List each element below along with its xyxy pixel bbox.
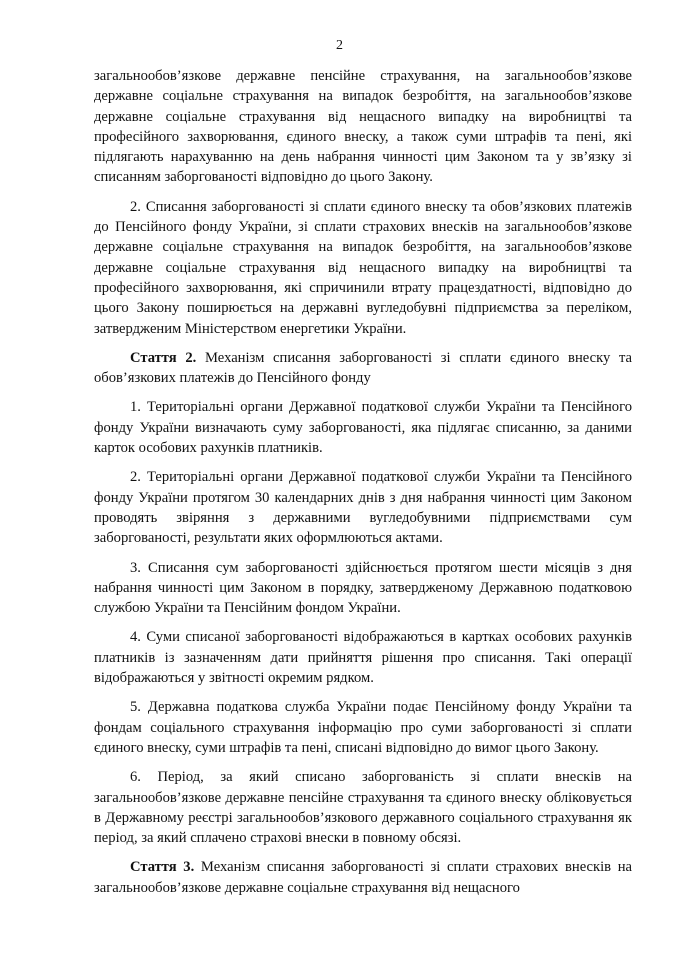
paragraph-article-2-item-6: 6. Період, за який списано заборгованість зі сплати внесків на загальнообов’язкове державне пенсійне страхування та єдиного внеску обліковується в Державному реєстрі загальнообов’язкового державного соціального страхування як період, за який сплачено страхові внески в повному обсязі. <box>94 769 632 847</box>
paragraph-article-2-item-4: 4. Суми списаної заборгованості відображаються в картках особових рахунків платників із зазначенням дати прийняття рішення про списання. Такі операції відображаються у звітності окремим рядком. <box>94 629 632 687</box>
article-3-heading <box>94 857 632 898</box>
paragraph-continuation: загальнообов’язкове державне пенсійне страхування, на загальнообов’язкове державне соціальне страхування на випадок безробіття, на загальнообов’язкове державне соціальне страхування від нещасного випадку на виробництві та професійного захворювання, єдиного внеску, а також суми штрафів та пені, які підлягають нарахуванню на день набрання чинності цим Законом та у зв’язку зі списанням заборгованості відповідно до цього Закону. <box>94 68 632 186</box>
paragraph-article-2-item-1: 1. Територіальні органи Державної податкової служби України та Пенсійного фонду України визначають суму заборгованості, яка підлягає списанню, за даними карток особових рахунків платників. <box>94 399 632 457</box>
article-3-title: Механізм списання заборгованості зі сплати страхових внесків на загальнообов’язкове державне соціальне страхування від нещасного <box>94 859 633 896</box>
paragraph-article-2-item-2: 2. Територіальні органи Державної податкової служби України та Пенсійного фонду України протягом 30 календарних днів з дня набрання чинності цим Законом проводять звіряння з державними вугледобувними підприємствами сум заборгованості, результати яких оформлюються актами. <box>94 469 632 547</box>
article-2-heading <box>94 348 632 389</box>
paragraph-article-2-item-3: 3. Списання сум заборгованості здійснюється протягом шести місяців з дня набрання чинності цим Законом в порядку, затвердженому Державною податковою службою України та Пенсійним фондом України. <box>94 559 632 617</box>
paragraph-item-2: 2. Списання заборгованості зі сплати єдиного внеску та обов’язкових платежів до Пенсійного фонду України, зі сплати страхових внесків на загальнообов’язкове державне соціальне страхування на випадок безробіття, на загальнообов’язкове державне соціальне страхування від нещасного випадку на виробництві та професійного захворювання, які спричинили втрату працездатності, відповідно до цього Закону поширюється на державні вугледобувні підприємства за переліком, затвердженим Міністерством енергетики України. <box>94 198 632 337</box>
article-3-label: Стаття 3. <box>130 859 195 876</box>
article-2-title: Механізм списання заборгованості зі сплати єдиного внеску та обов’язкових платежів до Пенсійного фонду <box>94 349 632 387</box>
page-number: 2 <box>336 38 343 53</box>
article-2-label: Стаття 2. <box>130 349 197 366</box>
paragraph-article-2-item-5: 5. Державна податкова служба України подає Пенсійному фонду України та фондам соціального страхування інформацію про суми заборгованості зі сплати єдиного внеску, суми штрафів та пені, списані відповідно до вимог цього Закону. <box>94 699 632 756</box>
document-body <box>94 66 632 907</box>
